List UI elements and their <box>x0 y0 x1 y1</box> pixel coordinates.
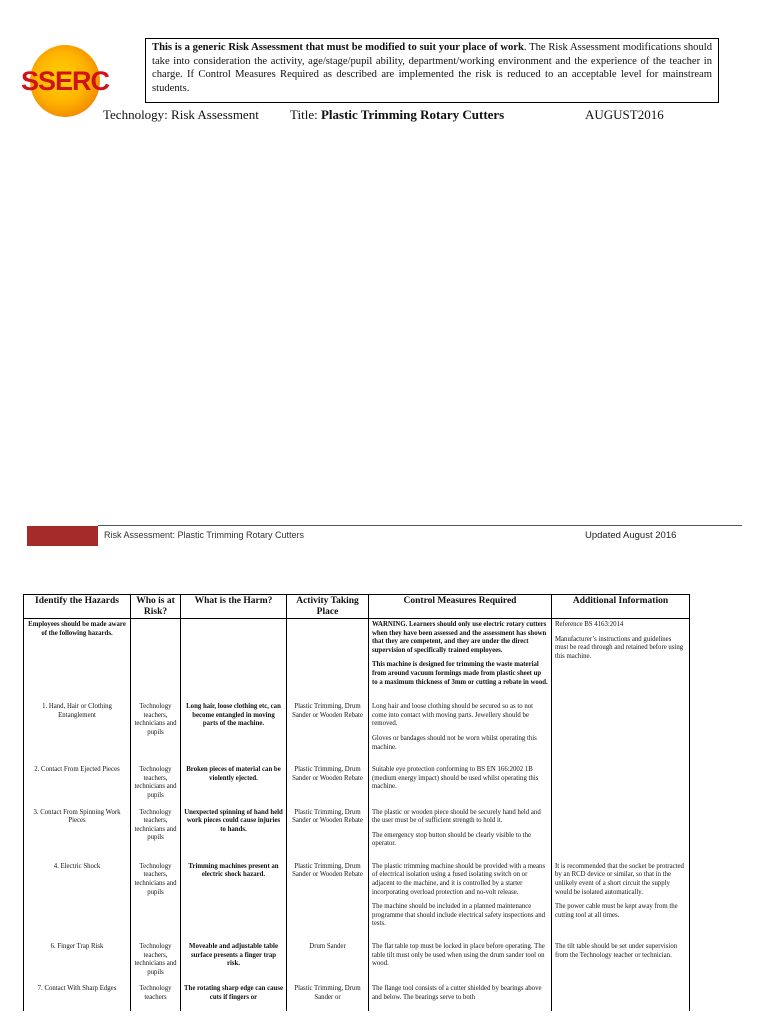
control-text: Long hair and loose clothing should be secured so as to not come into contact with moving parts. Jewellery should be removed. <box>372 703 534 728</box>
empty-cell <box>131 619 181 696</box>
control-text: The flat table top must be locked in place before operating. The table tilt must only be used when using the drum sander tool on wood. <box>372 943 545 968</box>
info-cell <box>552 695 690 760</box>
control-text: The plastic or wooden piece should be securely hand held and the user must be of sufficient strength to hold it. <box>372 808 541 825</box>
manufacturer-text: Manufacturer’s instructions and guidelines must be read through and retained before using this machine. <box>555 635 684 660</box>
notice-text: . The Risk Assessment modifications should take into consideration the activity, age/stage/pupil ability, department/working environment and the experience of the teacher in charge. If Control Measures Required as described are implemented the risk is reduced to an acceptable level for mainstream students. <box>152 42 712 94</box>
harm-cell: Trimming machines present an electric shock hazard. <box>181 857 287 937</box>
table-row <box>24 803 690 857</box>
intro-info-cell <box>552 619 690 696</box>
running-title: Risk Assessment: Plastic Trimming Rotary Cutters <box>104 530 305 540</box>
intro-hazard-cell: Employees should be made aware of the following hazards. <box>24 619 131 696</box>
harm-cell: Moveable and adjustable table surface presents a finger trap risk. <box>181 937 287 979</box>
control-text: The machine should be included in a planned maintenance programme that should include electrical safety inspections and tests. <box>372 903 546 928</box>
info-cell <box>552 857 690 937</box>
control-cell <box>369 803 552 857</box>
control-text: The plastic trimming machine should be provided with a means of electrical isolation using a fused isolating switch on or adjacent to the machine, and it is controlled by a starter incorporating overload protection and no-volt release. <box>372 862 546 896</box>
hazard-cell: 6. Finger Trap Risk <box>24 937 131 979</box>
harm-cell: Long hair, loose clothing etc, can become entangled in moving parts of the machine. <box>181 695 287 760</box>
activity-cell: Plastic Trimming, Drum Sander or Wooden Rebate <box>287 760 369 802</box>
table-row <box>24 695 690 760</box>
control-cell <box>369 695 552 760</box>
header-hazards: Identify the Hazards <box>24 595 131 619</box>
running-header <box>27 525 742 547</box>
who-cell: Technology teachers, technicians and pupils <box>131 803 181 857</box>
who-cell: Technology teachers, technicians and pupils <box>131 695 181 760</box>
activity-cell: Plastic Trimming, Drum Sander or Wooden Rebate <box>287 857 369 937</box>
hazard-cell: 2. Contact From Ejected Pieces <box>24 760 131 802</box>
generic-assessment-notice <box>145 38 719 103</box>
warning-text: WARNING. Learners should only use electric rotary cutters when they have been assessed and the assessment has shown that they are competent, and they are under the direct supervision of specifically trained employees. <box>372 621 547 654</box>
table-header-row <box>24 595 690 619</box>
control-text: Gloves or bandages should not be worn whilst operating this machine. <box>372 734 537 751</box>
info-cell <box>552 979 690 1010</box>
harm-cell: The rotating sharp edge can cause cuts if fingers or <box>181 979 287 1010</box>
info-text: The power cable must be kept away from the cutting tool at all times. <box>555 903 678 919</box>
activity-cell: Plastic Trimming, Drum Sander or Wooden Rebate <box>287 695 369 760</box>
accent-block <box>27 526 98 546</box>
header-controls: Control Measures Required <box>369 595 552 619</box>
hazard-rows <box>24 695 690 1010</box>
activity-cell: Drum Sander <box>287 937 369 979</box>
table-row <box>24 760 690 802</box>
table-row <box>24 619 690 696</box>
updated-date: Updated August 2016 <box>585 530 677 541</box>
risk-assessment-table <box>23 594 690 1011</box>
header-activity: Activity Taking Place <box>287 595 369 619</box>
who-cell: Technology teachers, technicians and pupils <box>131 760 181 802</box>
notice-bold-text: This is a generic Risk Assessment that must be modified to suit your place of work <box>152 42 524 53</box>
header-harm: What is the Harm? <box>181 595 287 619</box>
control-text: Suitable eye protection conforming to BS EN 166:2002 1B (medium energy impact) should be used whilst operating this machine. <box>372 766 539 791</box>
harm-cell: Unexpected spinning of hand held work pieces could cause injuries to hands. <box>181 803 287 857</box>
info-cell <box>552 760 690 802</box>
who-cell: Technology teachers <box>131 979 181 1010</box>
title-prefix: Title: <box>290 107 321 122</box>
empty-cell <box>287 619 369 696</box>
subject-label: Technology: Risk Assessment <box>103 107 259 122</box>
harm-cell: Broken pieces of material can be violently ejected. <box>181 760 287 802</box>
machine-purpose-text: This machine is designed for trimming the waste material from around vacuum formings made from plastic sheet up to a maximum thickness of 3mm or cutting a rebate in wood. <box>372 661 548 686</box>
header-info: Additional Information <box>552 595 690 619</box>
hazard-cell: 4. Electric Shock <box>24 857 131 937</box>
info-text: The tilt table should be set under supervision from the Technology teacher or technician. <box>555 943 678 959</box>
activity-cell: Plastic Trimming, Drum Sander or <box>287 979 369 1010</box>
info-text: It is recommended that the socket be protracted by an RCD device or similar, so that in the unlikely event of a short circuit the supply would be isolated automatically. <box>555 862 684 896</box>
sserc-logo <box>20 45 110 117</box>
control-text: The flange tool consists of a cutter shielded by bearings above and below. The bearings serve to both <box>372 985 542 1001</box>
reference-text: Reference BS 4163:2014 <box>555 621 624 628</box>
control-cell <box>369 857 552 937</box>
activity-cell: Plastic Trimming, Drum Sander or Wooden Rebate <box>287 803 369 857</box>
header-rule <box>98 525 742 526</box>
table-row <box>24 857 690 937</box>
logo-text: SSERC <box>20 65 110 96</box>
who-cell: Technology teachers, technicians and pupils <box>131 937 181 979</box>
document-date: AUGUST2016 <box>585 107 664 122</box>
control-cell <box>369 760 552 802</box>
hazard-cell: 1. Hand, Hair or Clothing Entanglement <box>24 695 131 760</box>
who-cell: Technology teachers, technicians and pupils <box>131 857 181 937</box>
hazard-cell: 7. Contact With Sharp Edges <box>24 979 131 1010</box>
control-cell <box>369 937 552 979</box>
intro-control-cell <box>369 619 552 696</box>
table-row <box>24 979 690 1010</box>
control-text: The emergency stop button should be clearly visible to the operator. <box>372 831 531 848</box>
empty-cell <box>181 619 287 696</box>
table-row <box>24 937 690 979</box>
hazard-cell: 3. Contact From Spinning Work Pieces <box>24 803 131 857</box>
title-line <box>103 107 703 123</box>
control-cell <box>369 979 552 1010</box>
document-title <box>290 107 504 123</box>
header-who: Who is at Risk? <box>131 595 181 619</box>
title-text: Plastic Trimming Rotary Cutters <box>320 107 505 122</box>
info-cell <box>552 803 690 857</box>
info-cell <box>552 937 690 979</box>
